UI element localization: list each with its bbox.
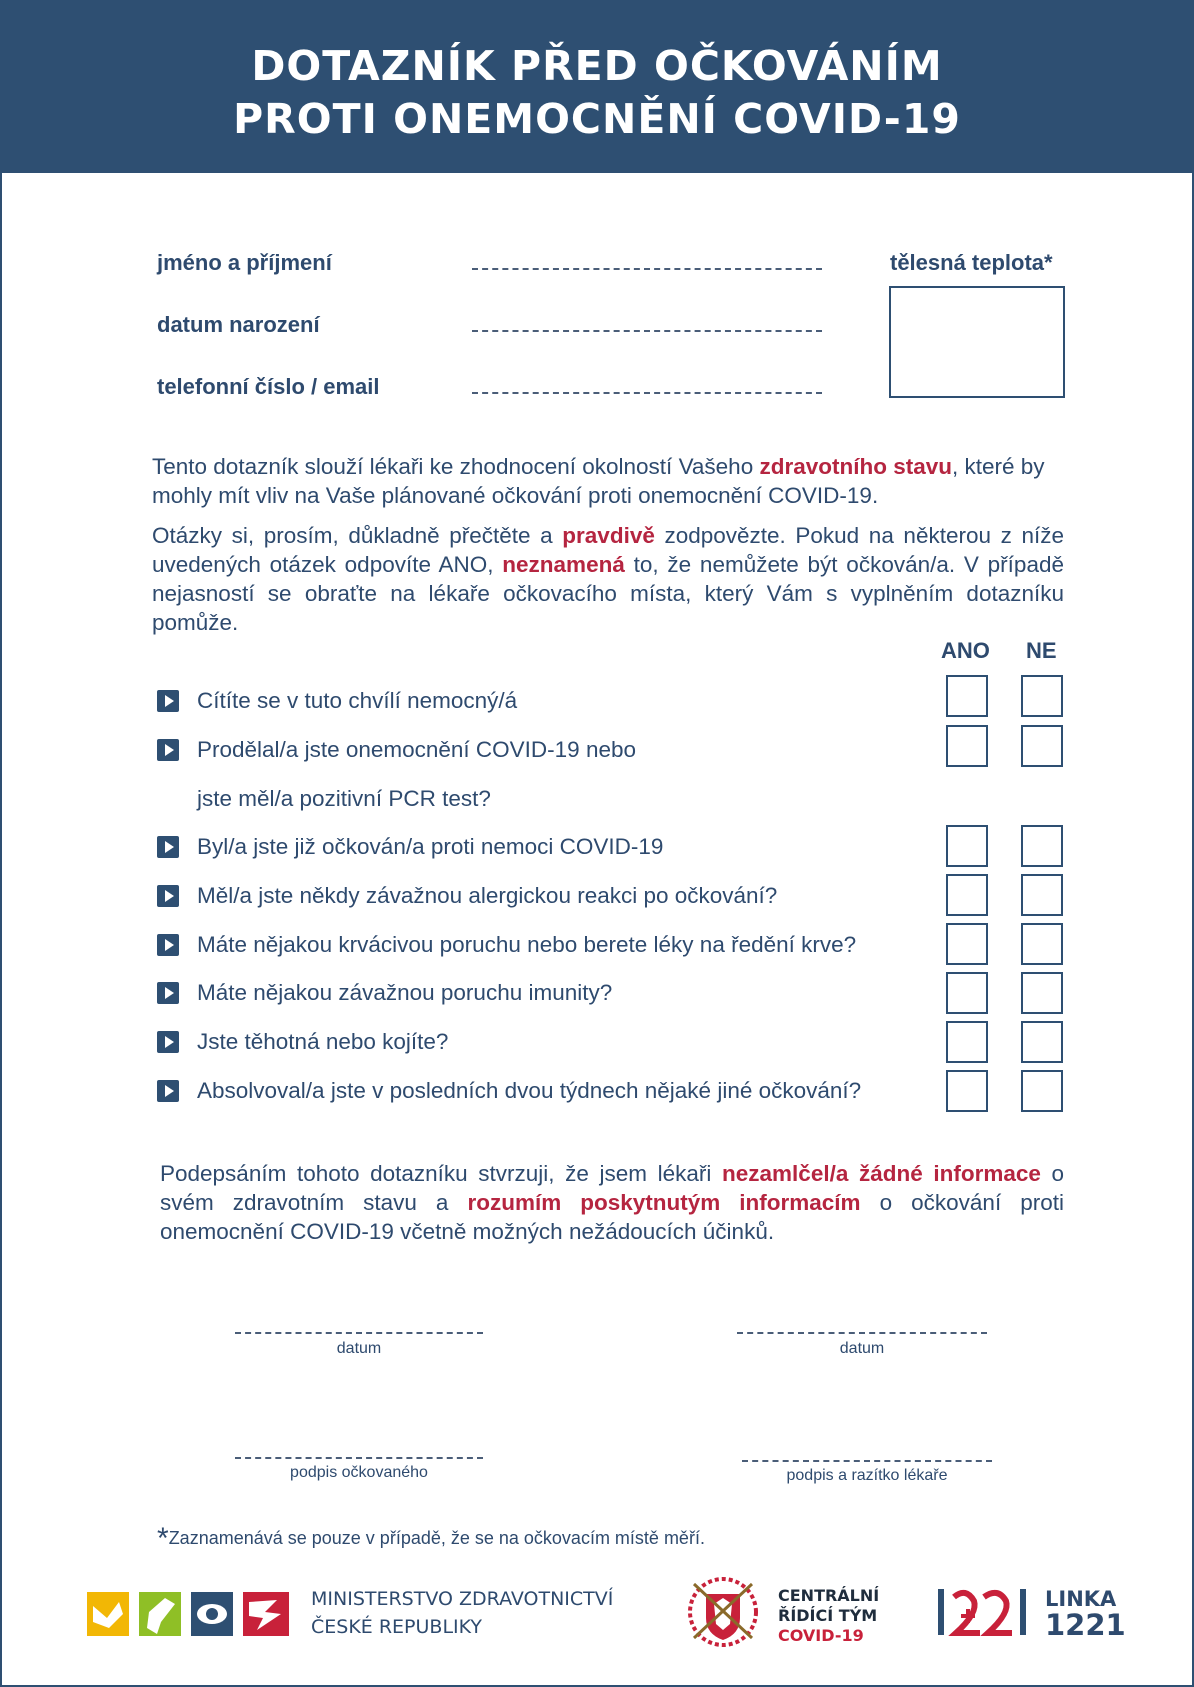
highlight-does-not-mean: neznamená bbox=[502, 552, 625, 577]
linka-number: 1221 bbox=[1045, 1608, 1126, 1642]
temperature-label: tělesná teplota* bbox=[890, 250, 1053, 275]
q3-no-checkbox[interactable] bbox=[1021, 825, 1063, 867]
q3-yes-checkbox[interactable] bbox=[946, 825, 988, 867]
q1-yes-checkbox[interactable] bbox=[946, 675, 988, 717]
q5-yes-checkbox[interactable] bbox=[946, 923, 988, 965]
question-2-continued: jste měl/a pozitivní PCR test? bbox=[197, 786, 491, 811]
q4-yes-checkbox[interactable] bbox=[946, 874, 988, 916]
crt-line-3: COVID-19 bbox=[778, 1626, 864, 1645]
birth-date-field[interactable] bbox=[472, 330, 822, 332]
name-field[interactable] bbox=[472, 268, 822, 270]
highlight-understand-info: rozumím poskytnutým informacím bbox=[467, 1190, 861, 1215]
page-header bbox=[2, 2, 1192, 173]
q6-yes-checkbox[interactable] bbox=[946, 972, 988, 1014]
doctor-signature-field[interactable] bbox=[742, 1460, 992, 1462]
title-line-1: DOTAZNÍK PŘED OČKOVÁNÍM bbox=[251, 42, 943, 90]
no-column-header: NE bbox=[1026, 638, 1057, 663]
ministry-name-line-2: ČESKÉ REPUBLIKY bbox=[311, 1616, 483, 1638]
patient-signature-field[interactable] bbox=[235, 1457, 483, 1459]
ministry-name-line-1: MINISTERSTVO ZDRAVOTNICTVÍ bbox=[311, 1588, 614, 1610]
q8-yes-checkbox[interactable] bbox=[946, 1070, 988, 1112]
contact-field[interactable] bbox=[472, 392, 822, 394]
highlight-health-status: zdravotního stavu bbox=[759, 454, 952, 479]
declaration-paragraph: Podepsáním tohoto dotazníku stvrzuji, že jsem lékaři nezamlčel/a žádné informace o svém zdravotním stavu a rozumím poskytnutým informacím o očkování proti onemocnění COVID-19 včetně možných nežádoucích účinků. bbox=[160, 1161, 1064, 1244]
question-2: Prodělal/a jste onemocnění COVID-19 nebo bbox=[197, 737, 637, 762]
q2-yes-checkbox[interactable] bbox=[946, 725, 988, 767]
question-8: Absolvoval/a jste v posledních dvou týdnech nějaké jiné očkování? bbox=[197, 1078, 862, 1103]
highlight-truthfully: pravdivě bbox=[562, 523, 655, 548]
q8-no-checkbox[interactable] bbox=[1021, 1070, 1063, 1112]
bullet-arrow-icon bbox=[157, 836, 179, 858]
q5-no-checkbox[interactable] bbox=[1021, 923, 1063, 965]
bullet-arrow-icon bbox=[157, 739, 179, 761]
crt-line-1: CENTRÁLNÍ bbox=[778, 1586, 880, 1605]
contact-label: telefonní číslo / email bbox=[157, 374, 380, 399]
question-3: Byl/a jste již očkován/a proti nemoci COVID-19 bbox=[197, 834, 664, 859]
q2-no-checkbox[interactable] bbox=[1021, 725, 1063, 767]
helpline-symbol-icon bbox=[936, 1587, 1028, 1637]
question-5: Máte nějakou krvácivou poruchu nebo berete léky na ředění krve? bbox=[197, 932, 857, 957]
birth-date-label: datum narození bbox=[157, 312, 320, 337]
date-left-field[interactable] bbox=[235, 1332, 483, 1334]
bullet-arrow-icon bbox=[157, 690, 179, 712]
q1-no-checkbox[interactable] bbox=[1021, 675, 1063, 717]
bullet-arrow-icon bbox=[157, 1031, 179, 1053]
crt-line-2: ŘÍDÍCÍ TÝM bbox=[778, 1606, 878, 1625]
q7-yes-checkbox[interactable] bbox=[946, 1021, 988, 1063]
date-left-caption: datum bbox=[336, 1340, 382, 1357]
intro-paragraph-2: Otázky si, prosím, důkladně přečtěte a pravdivě zodpovězte. Pokud na některou z níže uvedených otázek odpovíte ANO, neznamená to, že nemůžete být očkován/a. V případě nejasností se obraťte na lékaře očkovacího místa, který Vám s vyplněním dotazníku pomůže. bbox=[152, 523, 1064, 635]
question-6: Máte nějakou závažnou poruchu imunity? bbox=[197, 980, 613, 1005]
doctor-signature-caption: podpis a razítko lékaře bbox=[786, 1467, 948, 1484]
question-4: Měl/a jste někdy závažnou alergickou reakci po očkování? bbox=[197, 883, 778, 908]
date-right-field[interactable] bbox=[737, 1332, 987, 1334]
highlight-no-withheld-info: nezamlčel/a žádné informace bbox=[722, 1161, 1041, 1186]
intro-paragraph-1: Tento dotazník slouží lékaři ke zhodnocení okolností Vašeho zdravotního stavu, které by mohly mít vliv na Vaše plánované očkování proti onemocnění COVID-19. bbox=[152, 454, 1045, 508]
q7-no-checkbox[interactable] bbox=[1021, 1021, 1063, 1063]
temperature-field[interactable] bbox=[889, 286, 1065, 398]
bullet-arrow-icon bbox=[157, 1080, 179, 1102]
date-right-caption: datum bbox=[839, 1340, 885, 1357]
name-label: jméno a příjmení bbox=[157, 250, 332, 275]
footnote: *Zaznamenává se pouze v případě, že se na očkovacím místě měří. bbox=[157, 1522, 705, 1555]
q6-no-checkbox[interactable] bbox=[1021, 972, 1063, 1014]
question-7: Jste těhotná nebo kojíte? bbox=[197, 1029, 449, 1054]
bullet-arrow-icon bbox=[157, 885, 179, 907]
bullet-arrow-icon bbox=[157, 982, 179, 1004]
question-1: Cítíte se v tuto chvílí nemocný/á bbox=[197, 688, 518, 713]
patient-signature-caption: podpis očkovaného bbox=[290, 1464, 428, 1481]
q4-no-checkbox[interactable] bbox=[1021, 874, 1063, 916]
title-line-2: PROTI ONEMOCNĚNÍ COVID-19 bbox=[233, 95, 961, 143]
yes-column-header: ANO bbox=[941, 638, 990, 663]
ministry-emblem-icon bbox=[87, 1592, 289, 1636]
state-emblem-icon bbox=[684, 1574, 762, 1650]
linka-label: LINKA bbox=[1045, 1587, 1117, 1611]
bullet-arrow-icon bbox=[157, 934, 179, 956]
